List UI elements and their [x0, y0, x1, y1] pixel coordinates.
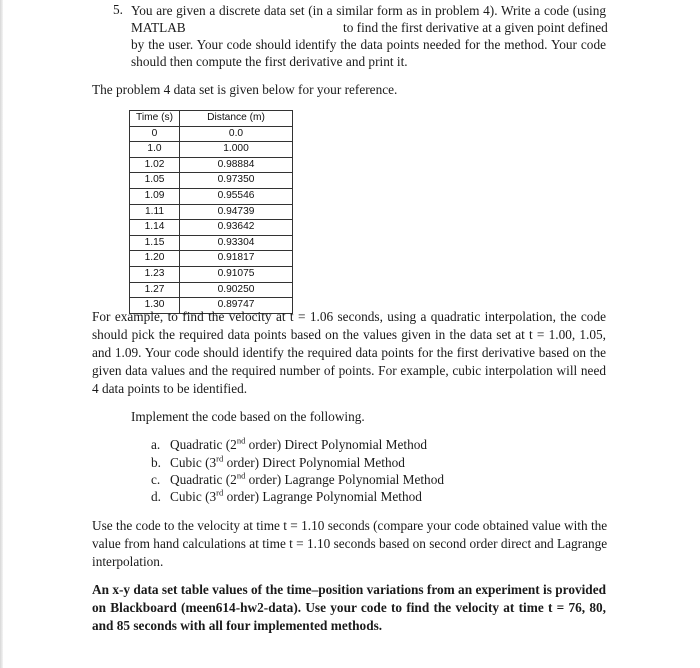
distance-cell: 0.93642 — [180, 220, 293, 236]
method-ordinal-suffix: nd — [236, 470, 246, 481]
method-item — [151, 436, 427, 453]
time-cell: 1.09 — [130, 188, 180, 204]
table-row — [130, 204, 293, 220]
distance-cell: 0.98884 — [180, 157, 293, 173]
table-body — [130, 126, 293, 313]
method-item — [151, 471, 444, 488]
time-cell: 1.11 — [130, 204, 180, 220]
table-row — [130, 266, 293, 282]
method-ordinal-suffix: rd — [216, 453, 224, 464]
method-text-rest: order) Direct Polynomial Method — [223, 455, 405, 470]
table-row — [130, 235, 293, 251]
data-table — [129, 110, 293, 314]
example-line-2: should pick the required data points based on the values given in the data set at t = 1.00, 1.05, — [92, 327, 606, 342]
distance-cell: 0.91075 — [180, 266, 293, 282]
time-cell: 1.0 — [130, 142, 180, 158]
time-cell: 1.27 — [130, 282, 180, 298]
time-cell: 1.23 — [130, 266, 180, 282]
final-line-2: on Blackboard (meen614-hw2-data). Use your code to find the velocity at time t = 76, 80, — [92, 600, 606, 615]
table-row — [130, 188, 293, 204]
example-line-3: and 1.09. Your code should identify the required data points for the first derivative based on the — [92, 345, 606, 360]
time-cell: 1.20 — [130, 251, 180, 267]
method-item — [151, 488, 422, 505]
method-marker: b. — [151, 455, 161, 470]
time-cell: 1.02 — [130, 157, 180, 173]
table-row — [130, 126, 293, 142]
method-text: Quadratic (2 — [170, 437, 237, 452]
table-row — [130, 157, 293, 173]
method-text: Cubic (3 — [170, 489, 217, 504]
use-line-2: value from hand calculations at time t = 1.10 seconds based on second order direct and Lagrange — [92, 536, 608, 551]
method-marker: d. — [151, 489, 161, 504]
reference-text: The problem 4 data set is given below for your reference. — [92, 82, 398, 97]
table-row — [130, 251, 293, 267]
example-line-1: For example, to find the velocity at t = 1.06 seconds, using a quadratic interpolation, the code — [92, 309, 606, 324]
time-cell: 1.05 — [130, 173, 180, 189]
table-row — [130, 282, 293, 298]
question-line-3: by the user. Your code should identify the data points needed for the method. Your code — [131, 37, 606, 52]
table-row — [130, 173, 293, 189]
time-cell: 1.15 — [130, 235, 180, 251]
question-line-2b: to find the first derivative at a given point defined — [343, 20, 608, 35]
method-marker: a. — [151, 437, 161, 452]
method-item — [151, 454, 405, 471]
method-text: Cubic (3 — [170, 455, 217, 470]
distance-cell: 0.93304 — [180, 235, 293, 251]
time-cell: 1.14 — [130, 220, 180, 236]
method-marker: c. — [151, 472, 161, 487]
question-line-4: should then compute the first derivative and print it. — [131, 54, 408, 69]
method-ordinal-suffix: nd — [236, 435, 246, 446]
time-cell: 1.30 — [130, 298, 180, 314]
distance-cell: 1.000 — [180, 142, 293, 158]
final-line-3: and 85 seconds with all four implemented methods. — [92, 618, 383, 633]
method-text-rest: order) Lagrange Polynomial Method — [223, 489, 422, 504]
question-line-1: You are given a discrete data set (in a similar form as in problem 4). Write a code (using — [131, 3, 606, 18]
distance-cell: 0.0 — [180, 126, 293, 142]
table-row — [130, 142, 293, 158]
method-text-rest: order) Lagrange Polynomial Method — [245, 472, 444, 487]
distance-cell: 0.95546 — [180, 188, 293, 204]
distance-cell: 0.94739 — [180, 204, 293, 220]
question-line-2a: MATLAB — [131, 20, 186, 35]
distance-cell: 0.89747 — [180, 298, 293, 314]
use-line-3: interpolation. — [92, 554, 164, 569]
distance-cell: 0.90250 — [180, 282, 293, 298]
use-line-1: Use the code to the velocity at time t = 1.10 seconds (compare your code obtained value with the — [92, 518, 608, 533]
table-header-row — [130, 111, 293, 127]
method-text: Quadratic (2 — [170, 472, 237, 487]
column-header-time: Time (s) — [130, 111, 180, 127]
example-line-4: given data values and the required number of points. For example, cubic interpolation will need — [92, 363, 606, 378]
question-number: 5. — [113, 2, 123, 17]
example-line-5: 4 data points to be identified. — [92, 381, 248, 396]
method-ordinal-suffix: rd — [216, 487, 224, 498]
table-row — [130, 220, 293, 236]
distance-cell: 0.97350 — [180, 173, 293, 189]
implement-intro: Implement the code based on the following. — [131, 409, 365, 424]
final-line-1: An x-y data set table values of the time–position variations from an experiment is provided — [92, 582, 606, 597]
method-text-rest: order) Direct Polynomial Method — [245, 437, 428, 452]
column-header-distance: Distance (m) — [180, 111, 293, 127]
distance-cell: 0.91817 — [180, 251, 293, 267]
time-cell: 0 — [130, 126, 180, 142]
